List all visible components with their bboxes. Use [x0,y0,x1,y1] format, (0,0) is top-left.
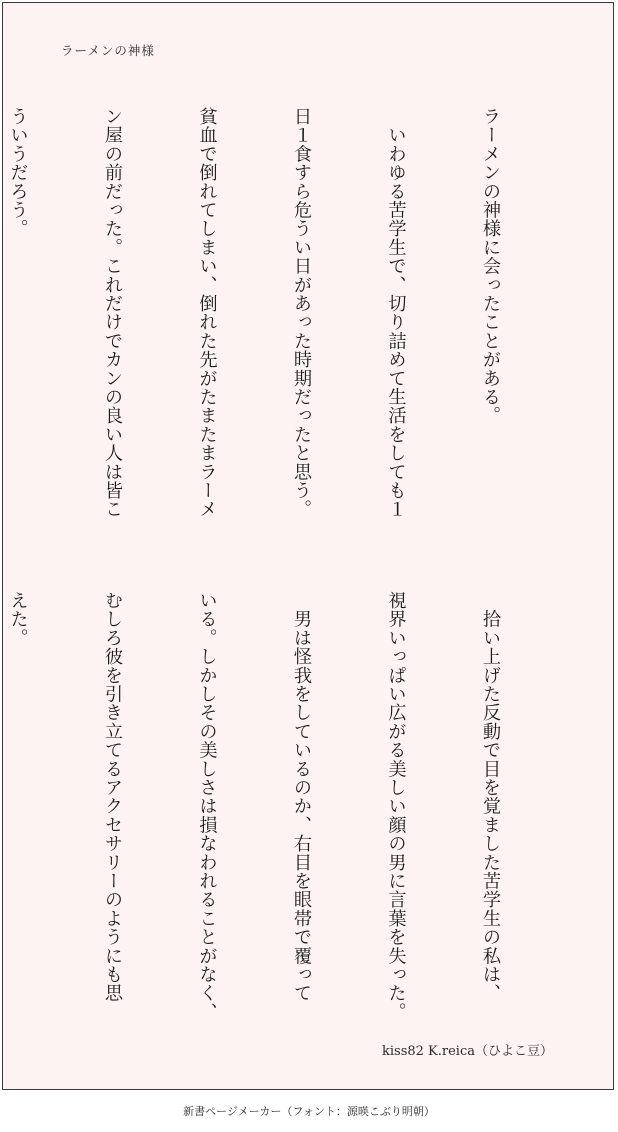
text-line: いわゆる苦学生で、切り詰めて生活をしても１ [385,107,407,519]
text-line: 貧血で倒れてしまい、倒れた先がたまたまラーメ [196,107,218,519]
text-line: ラーメンの神様に会ったことがある。 [480,107,501,425]
text-line: ういうだろう。 [7,107,29,238]
text-line: むしろ彼を引き立てるアクセサリーのようにも思 [102,591,123,1003]
text-line: 男は怪我をしているのか、右目を眼帯で覆って [291,591,312,1003]
text-line: 拾い上げた反動で目を覚ました苦学生の私は、 [480,591,501,1003]
footer-caption: 新書ページメーカー（フォント：源暎こぶり明朝） [183,1105,435,1118]
text-line: いる。しかしその美しさは損なわれることがなく、 [196,591,218,1022]
author-credit: kiss82 K.reica（ひよこ豆） [382,1044,553,1059]
text-line: 日１食すら危うい日があった時期だったと思う。 [291,107,312,519]
text-line: ン屋の前だった。これだけでカンの良い人は皆こ [102,107,123,519]
lower-text-block [0,591,569,1022]
upper-text-block [0,107,569,547]
manuscript-page [2,2,614,1090]
text-line: 視界いっぱい広がる美しい顔の男に言葉を失った。 [385,591,407,1022]
page-title: ラーメンの神様 [61,43,155,58]
text-line: えた。 [7,591,29,648]
